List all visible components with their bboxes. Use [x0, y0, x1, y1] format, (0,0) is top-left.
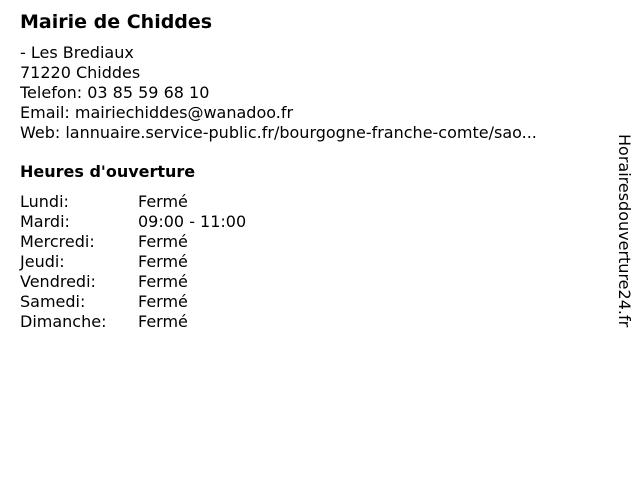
site-watermark — [614, 134, 634, 374]
hours-row-wednesday — [20, 232, 610, 252]
address-street: - Les Brediaux — [20, 43, 134, 62]
hours-day: Dimanche: — [20, 312, 107, 331]
hours-row-saturday — [20, 292, 610, 312]
phone-line[interactable]: Telefon: 03 85 59 68 10 — [20, 83, 210, 102]
hours-title: Heures d'ouverture — [20, 162, 196, 181]
email-line[interactable]: Email: mairiechiddes@wanadoo.fr — [20, 103, 294, 122]
hours-value: 09:00 - 11:00 — [138, 212, 247, 231]
page-title: Mairie de Chiddes — [20, 11, 213, 33]
hours-value: Fermé — [138, 192, 188, 211]
hours-day: Mercredi: — [20, 232, 95, 251]
address-block — [20, 43, 610, 143]
hours-row-tuesday — [20, 212, 610, 232]
hours-row-monday — [20, 192, 610, 212]
hours-day: Jeudi: — [20, 252, 65, 271]
hours-day: Vendredi: — [20, 272, 96, 291]
page-content — [20, 0, 610, 332]
hours-value: Fermé — [138, 312, 188, 331]
hours-value: Fermé — [138, 252, 188, 271]
hours-day: Lundi: — [20, 192, 69, 211]
hours-day: Mardi: — [20, 212, 70, 231]
hours-row-thursday — [20, 252, 610, 272]
hours-row-sunday — [20, 312, 610, 332]
hours-row-friday — [20, 272, 610, 292]
hours-value: Fermé — [138, 232, 188, 251]
hours-value: Fermé — [138, 292, 188, 311]
site-watermark-text: Horairesdouverture24.fr — [615, 134, 634, 328]
address-city: 71220 Chiddes — [20, 63, 141, 82]
hours-day: Samedi: — [20, 292, 86, 311]
web-line[interactable]: Web: lannuaire.service-public.fr/bourgogne-franche-comte/sao... — [20, 123, 537, 142]
hours-table — [20, 192, 610, 332]
hours-value: Fermé — [138, 272, 188, 291]
